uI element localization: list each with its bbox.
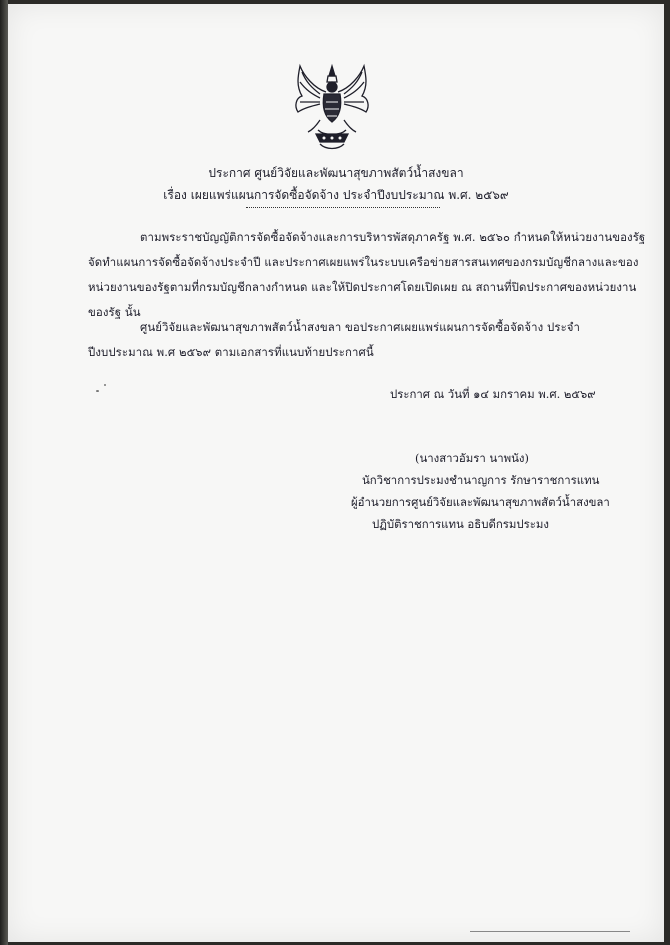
signatory-position-1: นักวิชาการประมงชำนาญการ รักษาราชการแทน: [362, 473, 600, 487]
subject-underline: [246, 207, 440, 208]
garuda-emblem-icon: [290, 62, 374, 154]
body-paragraph-2-line-1: ศูนย์วิจัยและพัฒนาสุขภาพสัตว์น้ำสงขลา ขอประกาศเผยแพร่แผนการจัดซื้อจัดจ้าง ประจำ: [140, 320, 580, 334]
signatory-position-3: ปฏิบัติราชการแทน อธิบดีกรมประมง: [372, 517, 549, 531]
scan-speck: [104, 384, 106, 386]
document-page: [8, 4, 664, 942]
body-paragraph-1-line-3: หน่วยงานของรัฐตามที่กรมบัญชีกลางกำหนด และให้ปิดประกาศโดยเปิดเผย ณ สถานที่ปิดประกาศของหน่วยงาน: [88, 280, 637, 294]
body-paragraph-1-line-2: จัดทำแผนการจัดซื้อจัดจ้างประจำปี และประกาศเผยแพร่ในระบบเครือข่ายสารสนเทศของกรมบัญชีกลางและของ: [88, 255, 639, 269]
signatory-position-2: ผู้อำนวยการศูนย์วิจัยและพัฒนาสุขภาพสัตว์น้ำสงขลา: [351, 495, 610, 509]
body-paragraph-1-line-1: ตามพระราชบัญญัติการจัดซื้อจัดจ้างและการบริหารพัสดุภาครัฐ พ.ศ. ๒๕๖๐ กำหนดให้หน่วยงานของรัฐ: [140, 230, 646, 244]
scan-edge: [0, 0, 8, 945]
body-paragraph-2-line-2: ปีงบประมาณ พ.ศ ๒๕๖๙ ตามเอกสารที่แนบท้ายประกาศนี้: [88, 345, 374, 359]
announcement-date: ประกาศ ณ วันที่ ๑๔ มกราคม พ.ศ. ๒๕๖๙: [390, 387, 596, 401]
body-paragraph-1-line-4: ของรัฐ นั้น: [88, 305, 141, 319]
scan-speck: [96, 390, 99, 392]
signatory-name: (นางสาวอัมรา นาพนัง): [415, 451, 529, 465]
announcement-title: ประกาศ ศูนย์วิจัยและพัฒนาสุขภาพสัตว์น้ำสงขลา: [208, 166, 464, 180]
footer-rule: [470, 931, 630, 932]
announcement-subject: เรื่อง เผยแพร่แผนการจัดซื้อจัดจ้าง ประจำปีงบประมาณ พ.ศ. ๒๕๖๙: [163, 188, 509, 202]
